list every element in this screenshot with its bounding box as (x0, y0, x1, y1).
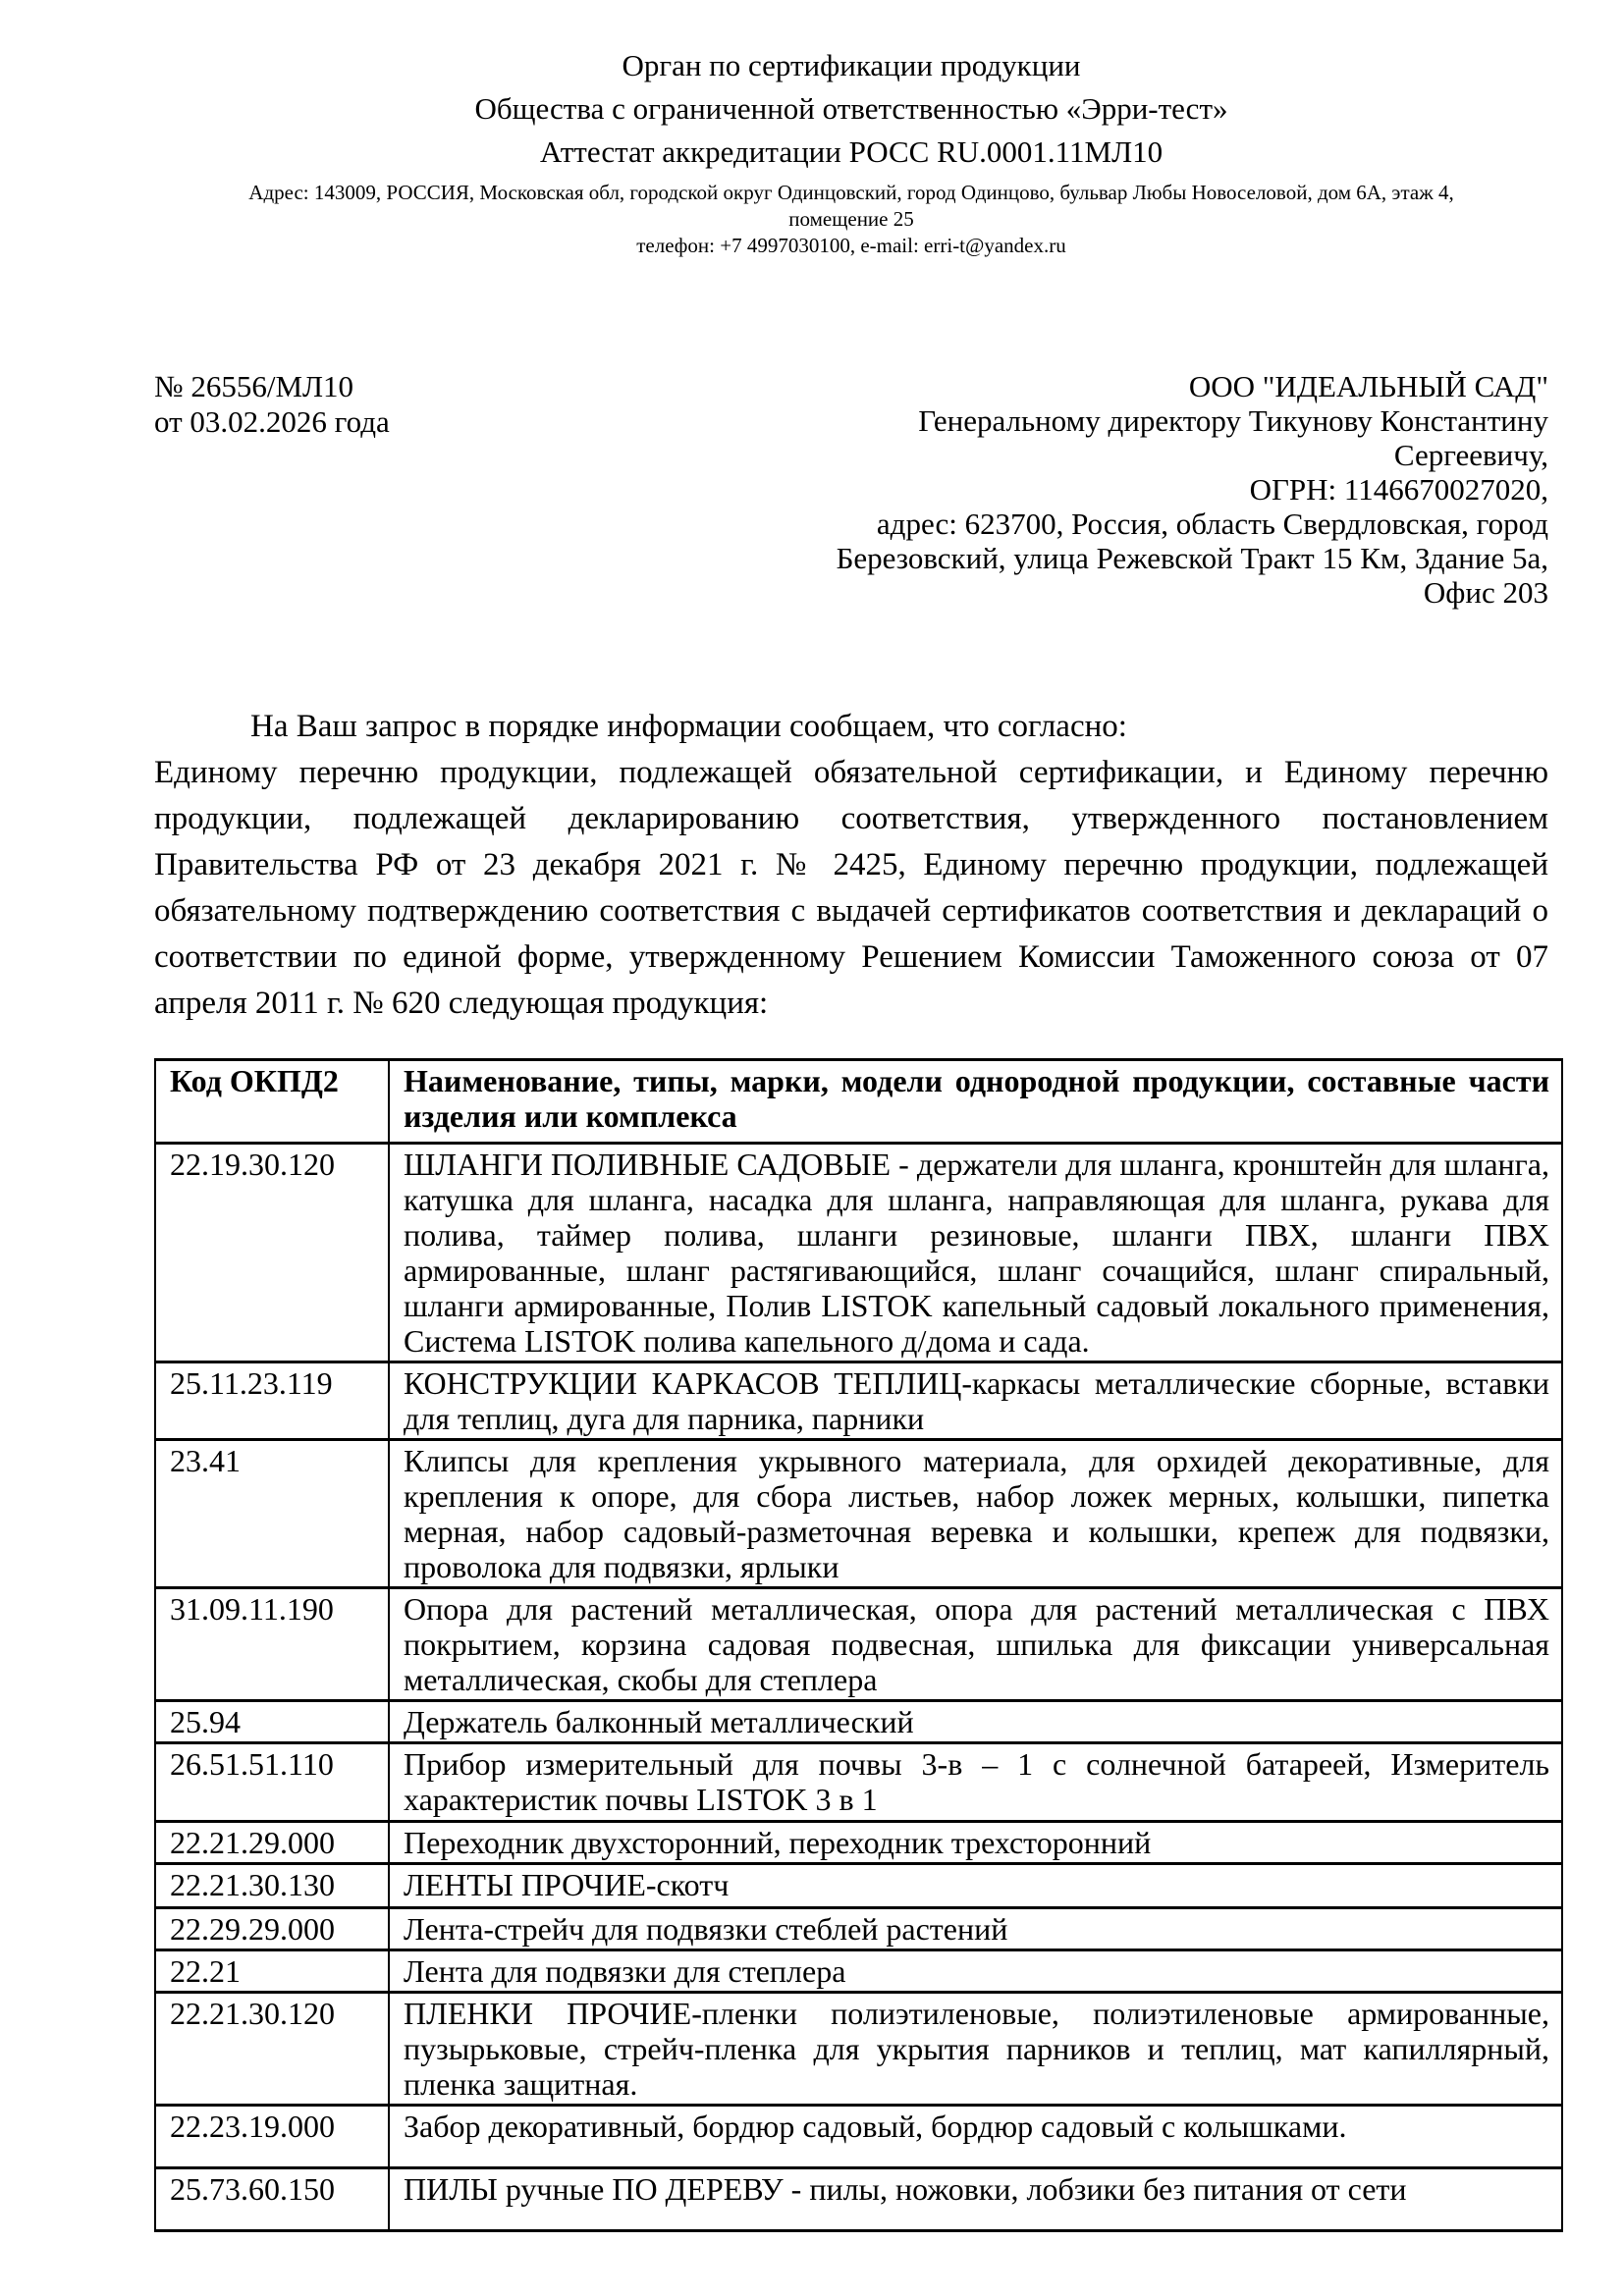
letterhead-accreditation: Аттестат аккредитации РОСС RU.0001.11МЛ10 (539, 134, 1164, 169)
table-row (155, 1908, 1562, 1950)
recipient-address-line2: Березовский, улица Режевской Тракт 15 Км, Здание 5а, (836, 541, 1548, 575)
product-description-cell: Прибор измерительный для почвы 3-в – 1 с солнечной батареей, Измеритель характеристик почвы LISTOK 3 в 1 (389, 1743, 1562, 1822)
product-description-cell: ПИЛЫ ручные ПО ДЕРЕВУ - пилы, ножовки, лобзики без питания от сети (389, 2168, 1562, 2231)
product-description-cell: Держатель балконный металлический (389, 1701, 1562, 1743)
table-row (155, 1864, 1562, 1908)
okpd-code-cell: 23.41 (155, 1440, 389, 1588)
okpd-code-cell: 22.21.30.120 (155, 1993, 389, 2106)
okpd-code-cell: 22.19.30.120 (155, 1144, 389, 1362)
document-date: от 03.02.2026 года (154, 404, 390, 439)
table-row (155, 1588, 1562, 1701)
recipient-ogrn: ОГРН: 1146670027020, (1249, 472, 1548, 507)
table-row (155, 2106, 1562, 2168)
letterhead-address-line1: Адрес: 143009, РОССИЯ, Московская обл, городской округ Одинцовский, город Одинцово, бульвар Любы Новоселовой, дом 6А, этаж 4, (248, 181, 1454, 204)
okpd-code-cell: 25.94 (155, 1701, 389, 1743)
product-description-cell: Опора для растений металлическая, опора для растений металлическая с ПВХ покрытием, корзина садовая подвесная, шпилька для фиксации универсальная металлическая, скобы для степлера (389, 1588, 1562, 1701)
okpd-code-cell: 22.21 (155, 1950, 389, 1993)
letterhead-contacts (154, 180, 1548, 259)
letterhead-title-line2: Общества с ограниченной ответственностью «Эрри-тест» (474, 91, 1228, 126)
product-description-cell: Забор декоративный, бордюр садовый, бордюр садовый с колышками. (389, 2106, 1562, 2168)
product-description-cell: Клипсы для крепления укрывного материала, для орхидей декоративные, для крепления к опоре, для сбора листьев, набор ложек мерных, колышки, пипетка мерная, набор садовый-разметочная веревка и колышки, крепеж для подвязки, проволока для подвязки, ярлыки (389, 1440, 1562, 1588)
recipient-company: ООО "ИДЕАЛЬНЫЙ САД" (1188, 369, 1548, 403)
product-description-cell: ШЛАНГИ ПОЛИВНЫЕ САДОВЫЕ - держатели для шланга, кронштейн для шланга, катушка для шланга, насадка для шланга, направляющая для шланга, рукава для полива, таймер полива, шланги резиновые, шланги ПВХ, шланги ПВХ армированные, шланг растягивающийся, шланг сочащийся, шланг спиральный, шланги армированные, Полив LISTOK капельный садовый локального применения, Система LISTOK полива капельного д/дома и сада. (389, 1144, 1562, 1362)
document-number: № 26556/МЛ10 (154, 369, 354, 403)
recipient-director-line2: Сергеевичу, (1393, 438, 1548, 472)
intro-paragraph: На Ваш запрос в порядке информации сообщаем, что согласно: (250, 709, 1127, 744)
product-description-cell: Лента-стрейч для подвязки стеблей растений (389, 1908, 1562, 1950)
reference-block (154, 369, 390, 440)
product-description-cell: Переходник двухсторонний, переходник трехсторонний (389, 1822, 1562, 1864)
recipient-director-line1: Генеральному директору Тикунову Константину (918, 403, 1548, 438)
okpd-code-cell: 22.29.29.000 (155, 1908, 389, 1950)
table-row (155, 1950, 1562, 1993)
okpd-code-cell: 22.21.30.130 (155, 1864, 389, 1908)
table-row (155, 1743, 1562, 1822)
product-description-cell: КОНСТРУКЦИИ КАРКАСОВ ТЕПЛИЦ-каркасы металлические сборные, вставки для теплиц, дуга для парника, парники (389, 1362, 1562, 1440)
product-description-cell: ПЛЕНКИ ПРОЧИЕ-пленки полиэтиленовые, полиэтиленовые армированные, пузырьковые, стрейч-пленка для укрытия парников и теплиц, мат капиллярный, пленка защитная. (389, 1993, 1562, 2106)
okpd-code-cell: 26.51.51.110 (155, 1743, 389, 1822)
main-paragraph: Единому перечню продукции, подлежащей обязательной сертификации, и Единому перечню продукции, подлежащей декларированию соответствия, утвержденного постановлением Правительства РФ от 23 декабря 2021 г. № 2425, Единому перечню продукции, подлежащей обязательному подтверждению соответствия с выдачей сертификатов соответствия и деклараций о соответствии по единой форме, утвержденному Решением Комиссии Таможенного союза от 07 апреля 2011 г. № 620 следующая продукция: (154, 755, 1548, 1021)
table-row (155, 1701, 1562, 1743)
letterhead-title-line1: Орган по сертификации продукции (622, 48, 1081, 82)
table-header-row (155, 1060, 1562, 1144)
recipient-block (837, 369, 1548, 610)
product-description-cell: ЛЕНТЫ ПРОЧИЕ-скотч (389, 1864, 1562, 1908)
table-row (155, 1822, 1562, 1864)
letterhead (154, 44, 1548, 259)
okpd-code-cell: 25.11.23.119 (155, 1362, 389, 1440)
column-header-product-name: Наименование, типы, марки, модели однородной продукции, составные части изделия или комплекса (389, 1060, 1562, 1144)
okpd-code-cell: 22.21.29.000 (155, 1822, 389, 1864)
letterhead-address-line2: помещение 25 (788, 207, 914, 231)
product-description-cell: Лента для подвязки для степлера (389, 1950, 1562, 1993)
table-row (155, 1440, 1562, 1588)
letterhead-phone-email: телефон: +7 4997030100, e-mail: erri-t@yandex.ru (636, 234, 1066, 257)
table-row (155, 1993, 1562, 2106)
letter-body (154, 704, 1548, 1027)
products-table (154, 1058, 1563, 2232)
column-header-okpd-code: Код ОКПД2 (155, 1060, 389, 1144)
okpd-code-cell: 22.23.19.000 (155, 2106, 389, 2168)
table-row (155, 1144, 1562, 1362)
table-row (155, 2168, 1562, 2231)
okpd-code-cell: 25.73.60.150 (155, 2168, 389, 2231)
recipient-address-line1: адрес: 623700, Россия, область Свердловская, город (876, 507, 1548, 541)
recipient-address-line3: Офис 203 (1423, 575, 1548, 610)
reference-and-recipient (154, 369, 1548, 610)
table-row (155, 1362, 1562, 1440)
okpd-code-cell: 31.09.11.190 (155, 1588, 389, 1701)
